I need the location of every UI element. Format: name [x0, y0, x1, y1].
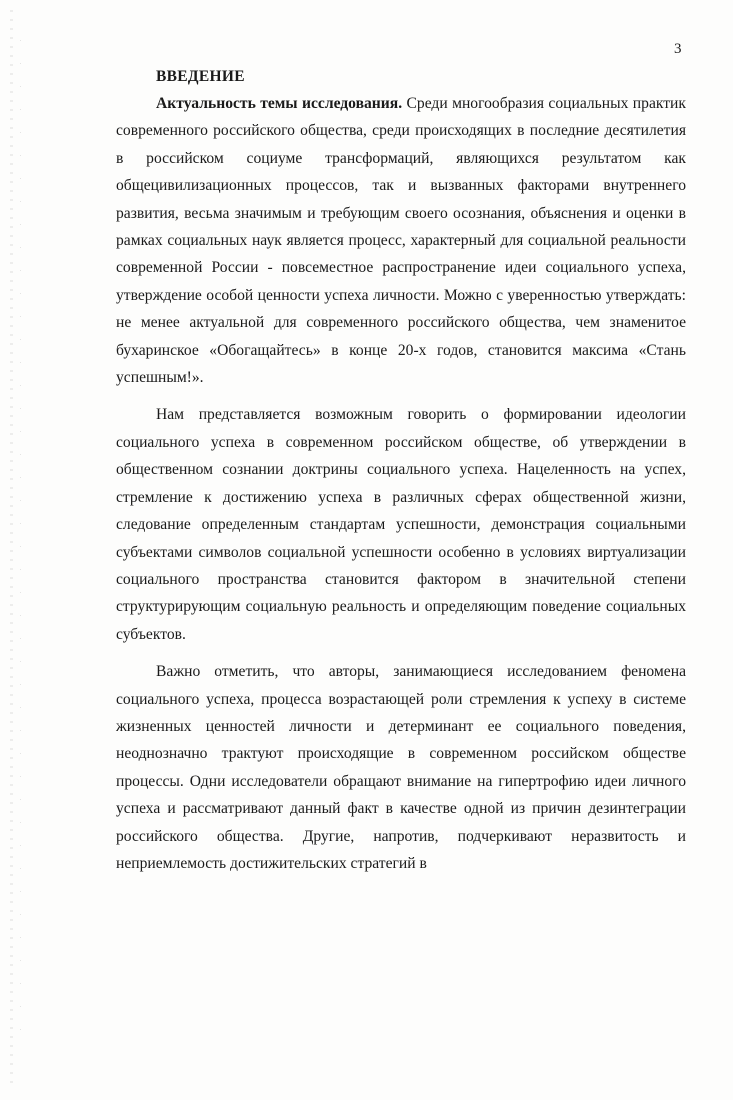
- section-heading: ВВЕДЕНИЕ: [156, 68, 245, 85]
- paragraph-2: [116, 401, 686, 648]
- paragraph-text: Среди многообразия социальных практик современного российского общества, среди происходящих в последние десятилетия в российском социуме трансформаций, являющихся результатом как общецивилизационных процессов, так и вызванных факторами внутреннего развития, весьма значимым и требующим своего осознания, объяснения и оценки в рамках социальных наук является процесс, характерный для социальной реальности современной России - повсеместное распространение идеи социального успеха, утверждение особой ценности успеха личности. Можно с уверенностью утверждать: не менее актуальной для современного российского общества, чем знаменитое бухаринское «Обогащайтесь» в конце 20-х годов, становится максима «Стань успешным!».: [116, 95, 686, 387]
- paragraph-text: Важно отметить, что авторы, занимающиеся исследованием феномена социального успеха, процесса возрастающей роли стремления к успеху в системе жизненных ценностей личности и детерминант ее социального поведения, неоднозначно трактуют происходящие в современном российском обществе процессы. Одни исследователи обращают внимание на гипертрофию идеи личного успеха и рассматривают данный факт в качестве одной из причин дезинтеграции российского общества. Другие, напротив, подчеркивают неразвитость и неприемлемость достижительских стратегий в: [116, 663, 686, 872]
- paragraph-text: Нам представляется возможным говорить о формировании идеологии социального успеха в современном российском обществе, об утверждении в общественном сознании доктрины социального успеха. Нацеленность на успех, стремление к достижению успеха в различных сферах общественной жизни, следование определенным стандартам успешности, демонстрация социальными субъектами символов социальной успешности особенно в условиях виртуализации социального пространства становится фактором в значительной степени структурирующим социальную реальность и определяющим поведение социальных субъектов.: [116, 406, 686, 643]
- paragraph-3: [116, 658, 686, 877]
- paragraph-1: [116, 90, 686, 391]
- scan-edge-marks-secondary: [20, 40, 21, 1040]
- body-text: [116, 90, 686, 877]
- page-number: 3: [674, 41, 682, 57]
- scan-edge-marks: [10, 10, 13, 1090]
- paragraph-lead: Актуальность темы исследования.: [156, 95, 403, 112]
